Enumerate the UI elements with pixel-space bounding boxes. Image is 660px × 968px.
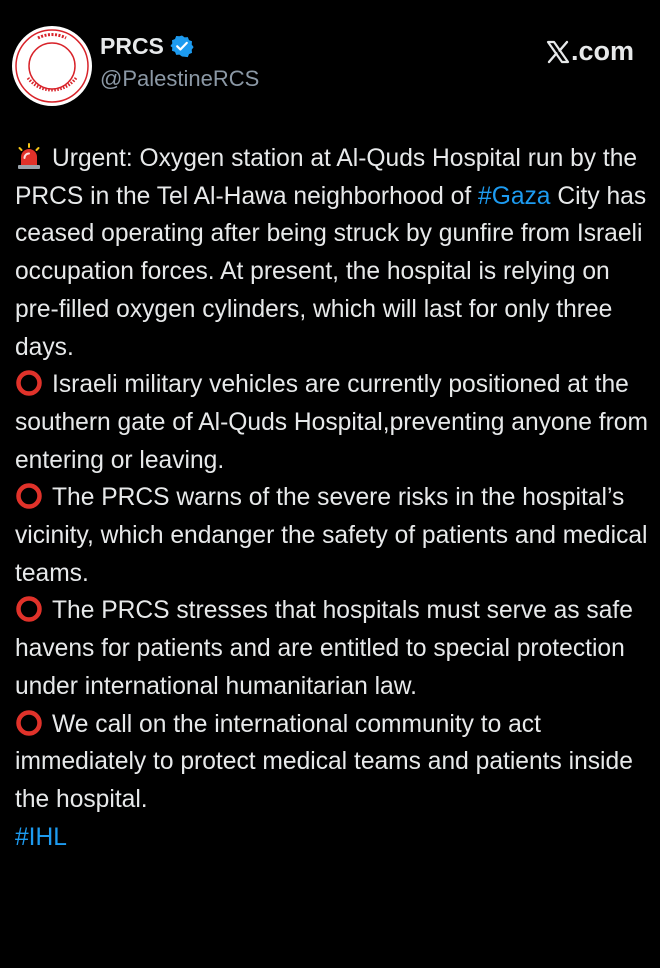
red-circle-icon (15, 595, 43, 623)
post-paragraph-safe-havens (15, 592, 649, 705)
red-circle-icon (15, 709, 43, 737)
siren-icon (15, 143, 43, 171)
author-handle[interactable]: @PalestineRCS (100, 66, 260, 91)
post-paragraph-urgent (15, 140, 649, 366)
avatar[interactable] (12, 26, 92, 106)
post-paragraph-risks (15, 479, 649, 592)
post-paragraph-urgent-trail: City has ceased operating after being struck by gunfire from Israeli occupation forces. At present, the hospital is relying on pre-filled oxygen cylinders, which will last for only three days. (15, 182, 647, 361)
post-paragraph-call-to-action (15, 706, 649, 819)
post-paragraph-text: The PRCS warns of the severe risks in the hospital’s vicinity, which endanger the safety of patients and medical teams. (15, 484, 648, 587)
hashtag-ihl-link[interactable]: #IHL (15, 823, 67, 851)
post-paragraph-text: Israeli military vehicles are currently positioned at the southern gate of Al-Quds Hospital,preventing anyone from entering or leaving. (15, 371, 648, 474)
source-site-label (546, 36, 634, 67)
author-block[interactable] (100, 32, 259, 92)
post-text (15, 140, 649, 856)
post-paragraph-text: We call on the international community to act immediately to protect medical teams and patients inside the hospital. (15, 710, 633, 813)
verified-badge-icon (170, 34, 194, 58)
palestine-red-crescent-logo-icon (12, 26, 92, 106)
source-site-text: .com (570, 36, 634, 66)
post-footer-hashtags (15, 819, 649, 857)
post-paragraph-military-vehicles (15, 366, 649, 479)
author-display-name[interactable]: PRCS (100, 33, 164, 59)
red-circle-icon (15, 482, 43, 510)
post-paragraph-urgent-lead: Urgent: Oxygen station at Al-Quds Hospital run by the PRCS in the Tel Al-Hawa neighborhood of (15, 145, 638, 210)
hashtag-gaza-link[interactable]: #Gaza (478, 182, 551, 210)
red-circle-icon (15, 369, 43, 397)
post-paragraph-text: The PRCS stresses that hospitals must serve as safe havens for patients and are entitled to special protection under international humanitarian law. (15, 597, 633, 700)
author-name-row (100, 32, 259, 60)
x-logo-icon (546, 40, 570, 64)
post-header (12, 26, 648, 106)
